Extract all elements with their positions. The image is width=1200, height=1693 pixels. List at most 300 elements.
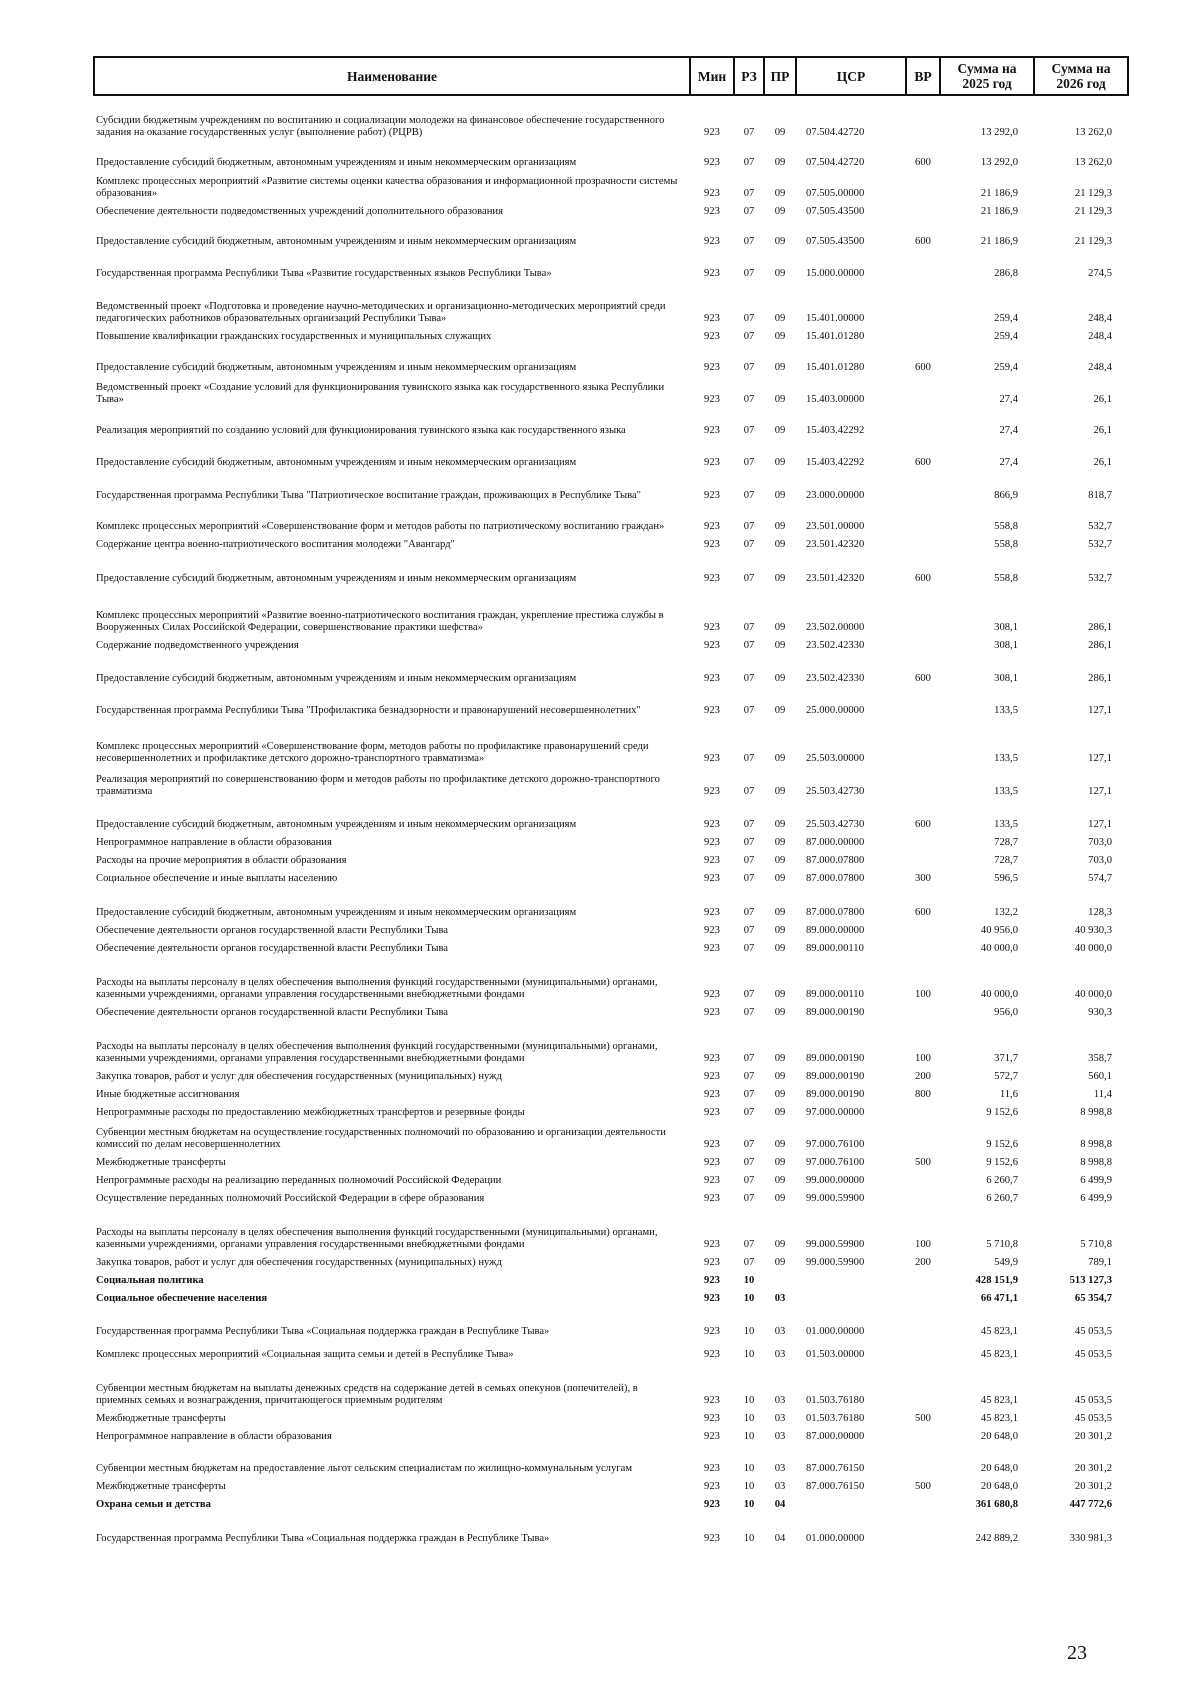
row-min: 923 [704,1499,720,1510]
row-csr: 15.401.00000 [806,313,865,324]
row-min: 923 [704,188,720,199]
row-pr: 09 [774,925,786,936]
row-vr [906,171,940,202]
row-sum-2026: 574,7 [1088,873,1112,884]
row-pr: 09 [774,425,786,436]
row-vr [906,939,940,957]
row-pr: 09 [774,753,786,764]
row-csr: 15.000.00000 [806,268,865,279]
row-sum-2026: 128,3 [1088,907,1112,918]
row-sum-2026: 286,1 [1088,673,1112,684]
row-name: Межбюджетные трансферты [96,1157,226,1168]
row-min: 923 [704,331,720,342]
row-min: 923 [704,1257,720,1268]
table-row [94,921,1128,939]
row-pr: 09 [774,1175,786,1186]
row-name: Предоставление субсидий бюджетным, автономным учреждениям и иным некоммерческим организациям [96,362,577,373]
table-row [94,1189,1128,1207]
row-pr [764,1271,796,1289]
row-sum-2025: 596,5 [994,873,1018,884]
table-row [94,1171,1128,1189]
row-sum-2026: 560,1 [1088,1071,1112,1082]
row-csr: 23.502.42330 [806,673,865,684]
row-name: Содержание центра военно-патриотического воспитания молодежи "Авангард" [96,539,455,550]
row-pr: 09 [774,394,786,405]
table-row [94,1153,1128,1171]
row-name: Непрограммное направление в области образования [96,1431,332,1442]
row-name: Осуществление переданных полномочий Российской Федерации в сфере образования [96,1193,485,1204]
row-csr: 01.000.00000 [806,1533,865,1544]
row-sum-2026: 532,7 [1088,539,1112,550]
row-pr: 09 [774,236,786,247]
row-rz: 10 [743,1395,755,1406]
table-row [94,95,1128,141]
row-sum-2026: 532,7 [1088,573,1112,584]
row-csr [796,1289,906,1307]
budget-table [93,56,1129,1547]
row-rz: 07 [743,705,755,716]
row-vr: 800 [915,1089,931,1100]
row-name: Расходы на прочие мероприятия в области образования [96,855,347,866]
row-pr: 09 [774,1239,786,1250]
row-sum-2025: 133,5 [994,786,1018,797]
row-rz: 07 [743,943,755,954]
row-rz: 07 [743,1157,755,1168]
row-pr: 03 [774,1349,786,1360]
row-sum-2025: 45 823,1 [980,1326,1018,1337]
row-vr: 300 [915,873,931,884]
row-rz: 07 [743,753,755,764]
row-min: 923 [704,1349,720,1360]
row-rz: 10 [743,1349,755,1360]
row-csr: 07.505.00000 [806,188,865,199]
row-pr: 09 [774,1193,786,1204]
row-pr: 09 [774,989,786,1000]
row-name: Реализация мероприятий по совершенствованию форм и методов работы по профилактике детского дорожно-транспортного травматизма [96,774,660,797]
row-vr [906,1427,940,1445]
row-name: Расходы на выплаты персоналу в целях обеспечения выполнения функций государственными (муниципальными) органами, казенными учреждениями, органами управления государственными внебюджетными фондами [96,977,658,1000]
row-vr [906,535,940,553]
row-sum-2025: 21 186,9 [980,206,1018,217]
row-min: 923 [704,394,720,405]
row-sum-2026: 45 053,5 [1074,1395,1112,1406]
table-row [94,220,1128,250]
table-row [94,1067,1128,1085]
table-row [94,869,1128,887]
row-rz: 10 [743,1463,755,1474]
row-name: Обеспечение деятельности органов государственной власти Республики Тыва [96,925,449,936]
table-row [94,141,1128,171]
row-min: 923 [704,1395,720,1406]
row-vr [906,1445,940,1477]
row-csr [796,1495,906,1513]
row-rz: 07 [743,907,755,918]
row-rz: 10 [743,1413,755,1424]
row-name: Государственная программа Республики Тыва «Социальная поддержка граждан в Республике Тыва» [96,1326,550,1337]
row-pr: 03 [774,1431,786,1442]
row-name: Социальное обеспечение населения [96,1293,268,1304]
row-sum-2025: 20 648,0 [980,1481,1018,1492]
row-rz: 07 [743,786,755,797]
row-sum-2026: 286,1 [1088,640,1112,651]
table-row [94,471,1128,504]
row-vr [906,95,940,141]
row-rz: 07 [743,206,755,217]
table-row [94,1121,1128,1153]
row-sum-2026: 818,7 [1088,490,1112,501]
row-csr: 89.000.00190 [806,1089,865,1100]
row-csr: 89.000.00110 [806,989,864,1000]
row-vr [906,1340,940,1363]
row-sum-2025: 259,4 [994,331,1018,342]
row-rz: 10 [743,1275,755,1286]
row-sum-2025: 361 680,8 [975,1499,1018,1510]
row-pr: 09 [774,855,786,866]
row-min: 923 [704,268,720,279]
table-row [94,202,1128,220]
table-row [94,1207,1128,1253]
row-pr: 09 [774,521,786,532]
row-csr: 87.000.07800 [806,907,865,918]
row-sum-2025: 5 710,8 [986,1239,1018,1250]
row-csr: 99.000.59900 [806,1193,865,1204]
row-pr: 09 [774,1071,786,1082]
row-rz: 07 [743,188,755,199]
row-sum-2025: 132,2 [994,907,1018,918]
row-pr: 09 [774,943,786,954]
row-name: Предоставление субсидий бюджетным, автономным учреждениям и иным некоммерческим организациям [96,819,577,830]
row-csr: 89.000.00190 [806,1007,865,1018]
row-vr [906,1495,940,1513]
header-sum-2026: Сумма на 2026 год [1034,57,1128,95]
table-row [94,1477,1128,1495]
row-pr: 09 [774,786,786,797]
row-sum-2025: 572,7 [994,1071,1018,1082]
row-sum-2025: 20 648,0 [980,1463,1018,1474]
row-vr [906,282,940,327]
header-vr: ВР [906,57,940,95]
row-sum-2025: 66 471,1 [980,1293,1018,1304]
row-pr: 09 [774,705,786,716]
row-sum-2025: 40 956,0 [980,925,1018,936]
row-sum-2026: 286,1 [1088,622,1112,633]
header-rz: РЗ [734,57,764,95]
row-sum-2026: 26,1 [1093,457,1112,468]
row-sum-2025: 21 186,9 [980,188,1018,199]
row-name: Комплекс процессных мероприятий «Совершенствование форм, методов работы по профилактике правонарушений среди несовершеннолетних и профилактике детского дорожно-транспортного травматизма» [96,741,649,764]
row-name: Межбюджетные трансферты [96,1413,226,1424]
row-sum-2025: 9 152,6 [986,1107,1018,1118]
row-sum-2025: 956,0 [994,1007,1018,1018]
row-csr: 23.501.00000 [806,521,865,532]
table-row [94,957,1128,1003]
header-csr: ЦСР [796,57,906,95]
row-sum-2026: 330 981,3 [1069,1533,1112,1544]
row-rz: 07 [743,1193,755,1204]
row-csr: 07.505.43500 [806,236,865,247]
table-row [94,1253,1128,1271]
row-min: 923 [704,1139,720,1150]
row-sum-2025: 133,5 [994,819,1018,830]
row-sum-2025: 45 823,1 [980,1413,1018,1424]
row-sum-2025: 728,7 [994,837,1018,848]
row-rz: 07 [743,1107,755,1118]
row-rz: 07 [743,1053,755,1064]
row-csr: 01.503.76180 [806,1395,865,1406]
row-sum-2026: 358,7 [1088,1053,1112,1064]
table-row [94,535,1128,553]
row-sum-2025: 27,4 [999,425,1018,436]
row-rz: 07 [743,573,755,584]
row-min: 923 [704,1293,720,1304]
row-vr [906,1171,940,1189]
row-vr [906,1363,940,1409]
row-sum-2026: 20 301,2 [1074,1481,1112,1492]
row-sum-2026: 930,3 [1088,1007,1112,1018]
row-sum-2026: 447 772,6 [1069,1499,1112,1510]
row-name: Предоставление субсидий бюджетным, автономным учреждениям и иным некоммерческим организациям [96,573,577,584]
row-sum-2026: 703,0 [1088,837,1112,848]
row-pr: 09 [774,331,786,342]
row-sum-2026: 26,1 [1093,394,1112,405]
row-csr: 99.000.59900 [806,1257,865,1268]
table-row [94,282,1128,327]
row-rz: 07 [743,268,755,279]
row-name: Закупка товаров, работ и услуг для обеспечения государственных (муниципальных) нужд [96,1071,502,1082]
row-name: Обеспечение деятельности органов государственной власти Республики Тыва [96,1007,449,1018]
row-pr: 09 [774,1139,786,1150]
row-rz: 07 [743,1175,755,1186]
table-row [94,1021,1128,1067]
table-row [94,687,1128,719]
row-name: Государственная программа Республики Тыва «Социальная поддержка граждан в Республике Тыва» [96,1533,550,1544]
row-min: 923 [704,236,720,247]
row-rz: 07 [743,331,755,342]
row-sum-2025: 133,5 [994,705,1018,716]
row-vr: 600 [915,157,931,168]
row-sum-2026: 8 998,8 [1080,1107,1112,1118]
row-sum-2025: 558,8 [994,521,1018,532]
header-min: Мин [690,57,734,95]
row-sum-2025: 558,8 [994,539,1018,550]
row-vr [906,1289,940,1307]
table-header [94,57,1128,95]
row-csr: 89.000.00000 [806,925,865,936]
table-row [94,1495,1128,1513]
table-row [94,1363,1128,1409]
row-name: Обеспечение деятельности органов государственной власти Республики Тыва [96,943,449,954]
row-pr: 09 [774,539,786,550]
row-csr: 07.505.43500 [806,206,865,217]
table-row [94,250,1128,282]
table-row [94,1103,1128,1121]
row-pr: 03 [774,1395,786,1406]
row-min: 923 [704,1089,720,1100]
header-pr: ПР [764,57,796,95]
row-sum-2025: 308,1 [994,673,1018,684]
row-vr [906,504,940,535]
row-pr: 09 [774,573,786,584]
row-pr: 03 [774,1326,786,1337]
row-name: Субвенции местным бюджетам на выплаты денежных средств на содержание детей в семьях опекунов (попечителей), в приемных семьях и вознаграждения, причитающегося приемным родителям [96,1383,638,1406]
row-min: 923 [704,1533,720,1544]
row-vr: 500 [915,1157,931,1168]
row-name: Субвенции местным бюджетам на предоставление льгот сельским специалистам по жилищно-коммунальным услугам [96,1463,633,1474]
row-rz: 10 [743,1499,755,1510]
row-sum-2026: 127,1 [1088,819,1112,830]
row-min: 923 [704,1463,720,1474]
row-sum-2025: 259,4 [994,313,1018,324]
row-min: 923 [704,786,720,797]
row-rz: 10 [743,1293,755,1304]
row-pr: 03 [774,1463,786,1474]
row-sum-2026: 789,1 [1088,1257,1112,1268]
row-min: 923 [704,539,720,550]
row-vr [906,851,940,869]
row-pr: 09 [774,837,786,848]
row-name: Иные бюджетные ассигнования [96,1089,240,1100]
row-sum-2026: 703,0 [1088,855,1112,866]
row-pr: 09 [774,490,786,501]
row-sum-2025: 286,8 [994,268,1018,279]
row-rz: 10 [743,1326,755,1337]
row-vr: 600 [915,573,931,584]
row-min: 923 [704,640,720,651]
row-pr: 09 [774,157,786,168]
row-csr: 15.403.42292 [806,457,865,468]
row-min: 923 [704,1275,720,1286]
row-name: Охрана семьи и детства [96,1499,211,1510]
header-name: Наименование [94,57,690,95]
row-min: 923 [704,925,720,936]
row-name: Расходы на выплаты персоналу в целях обеспечения выполнения функций государственными (муниципальными) органами, казенными учреждениями, органами управления государственными внебюджетными фондами [96,1227,658,1250]
row-pr: 09 [774,268,786,279]
row-min: 923 [704,490,720,501]
row-csr: 97.000.00000 [806,1107,865,1118]
row-csr: 25.503.42730 [806,786,865,797]
row-vr [906,921,940,939]
row-vr [906,1513,940,1547]
row-sum-2026: 40 930,3 [1074,925,1112,936]
row-sum-2025: 20 648,0 [980,1431,1018,1442]
row-name: Предоставление субсидий бюджетным, автономным учреждениям и иным некоммерческим организациям [96,157,577,168]
row-sum-2025: 549,9 [994,1257,1018,1268]
row-pr: 09 [774,907,786,918]
row-sum-2026: 6 499,9 [1080,1193,1112,1204]
table-row [94,408,1128,439]
row-name: Содержание подведомственного учреждения [96,640,299,651]
row-sum-2026: 21 129,3 [1074,188,1112,199]
row-rz: 07 [743,855,755,866]
row-pr: 09 [774,640,786,651]
row-csr: 23.000.00000 [806,490,865,501]
row-csr: 25.000.00000 [806,705,865,716]
row-sum-2026: 65 354,7 [1074,1293,1112,1304]
table-row [94,1085,1128,1103]
row-name: Комплекс процессных мероприятий «Развитие системы оценки качества образования и информационной прозрачности системы образования» [96,176,678,199]
row-sum-2026: 8 998,8 [1080,1139,1112,1150]
table-row [94,1340,1128,1363]
row-rz: 07 [743,539,755,550]
row-min: 923 [704,1007,720,1018]
row-name: Предоставление субсидий бюджетным, автономным учреждениям и иным некоммерческим организациям [96,236,577,247]
page-number: 23 [1067,1642,1087,1664]
table-row [94,654,1128,687]
row-name: Предоставление субсидий бюджетным, автономным учреждениям и иным некоммерческим организациям [96,673,577,684]
row-min: 923 [704,206,720,217]
table-row [94,767,1128,800]
row-sum-2026: 513 127,3 [1069,1275,1112,1286]
row-pr: 09 [774,457,786,468]
row-rz: 07 [743,837,755,848]
row-sum-2025: 27,4 [999,457,1018,468]
row-sum-2025: 11,6 [999,1089,1018,1100]
row-pr: 09 [774,1257,786,1268]
table-row [94,327,1128,345]
row-sum-2026: 26,1 [1093,425,1112,436]
row-csr: 15.401.01280 [806,331,865,342]
row-csr: 99.000.00000 [806,1175,865,1186]
row-pr: 09 [774,819,786,830]
row-vr: 600 [915,362,931,373]
row-vr: 600 [915,819,931,830]
row-min: 923 [704,457,720,468]
row-name: Ведомственный проект «Создание условий для функционирования тувинского языка как государственного языка Республики Тыва» [96,382,665,405]
row-name: Государственная программа Республики Тыва "Профилактика безнадзорности и правонарушений несовершеннолетних" [96,705,641,716]
table-row [94,1271,1128,1289]
row-vr [906,327,940,345]
row-vr [906,687,940,719]
row-vr [906,1103,940,1121]
table-row [94,1307,1128,1340]
row-vr: 500 [915,1481,931,1492]
table-row [94,587,1128,636]
row-csr: 87.000.07800 [806,873,865,884]
row-name: Ведомственный проект «Подготовка и проведение научно-методических и организационно-методических мероприятий среди педагогических работников образовательных организаций Республики Тыва» [96,301,666,324]
row-sum-2025: 728,7 [994,855,1018,866]
row-name: Расходы на выплаты персоналу в целях обеспечения выполнения функций государственными (муниципальными) органами, казенными учреждениями, органами управления государственными внебюджетными фондами [96,1041,658,1064]
row-vr [906,587,940,636]
row-min: 923 [704,989,720,1000]
row-rz: 10 [743,1533,755,1544]
row-sum-2026: 45 053,5 [1074,1349,1112,1360]
row-min: 923 [704,1157,720,1168]
row-name: Повышение квалификации гражданских государственных и муниципальных служащих [96,331,492,342]
row-pr: 09 [774,206,786,217]
table-row [94,553,1128,587]
row-name: Межбюджетные трансферты [96,1481,226,1492]
table-row [94,1289,1128,1307]
row-name: Комплекс процессных мероприятий «Совершенствование форм и методов работы по патриотическому воспитанию граждан» [96,521,665,532]
row-csr: 07.504.42720 [806,157,865,168]
row-csr: 23.501.42320 [806,573,865,584]
row-vr: 600 [915,457,931,468]
row-min: 923 [704,313,720,324]
row-min: 923 [704,873,720,884]
row-sum-2026: 21 129,3 [1074,206,1112,217]
table-row [94,1003,1128,1021]
row-rz: 10 [743,1431,755,1442]
row-pr: 09 [774,362,786,373]
row-min: 923 [704,573,720,584]
row-name: Субсидии бюджетным учреждениям по воспитанию и социализации молодежи на финансовое обеспечение государственного задания на оказание государственных услуг (выполнение работ) (РЦРВ) [96,115,665,138]
row-sum-2025: 21 186,9 [980,236,1018,247]
row-vr [906,719,940,767]
row-vr: 600 [915,236,931,247]
row-csr: 23.501.42320 [806,539,865,550]
row-name: Государственная программа Республики Тыва "Патриотическое воспитание граждан, проживающих в Республике Тыва" [96,490,641,501]
row-sum-2026: 127,1 [1088,786,1112,797]
